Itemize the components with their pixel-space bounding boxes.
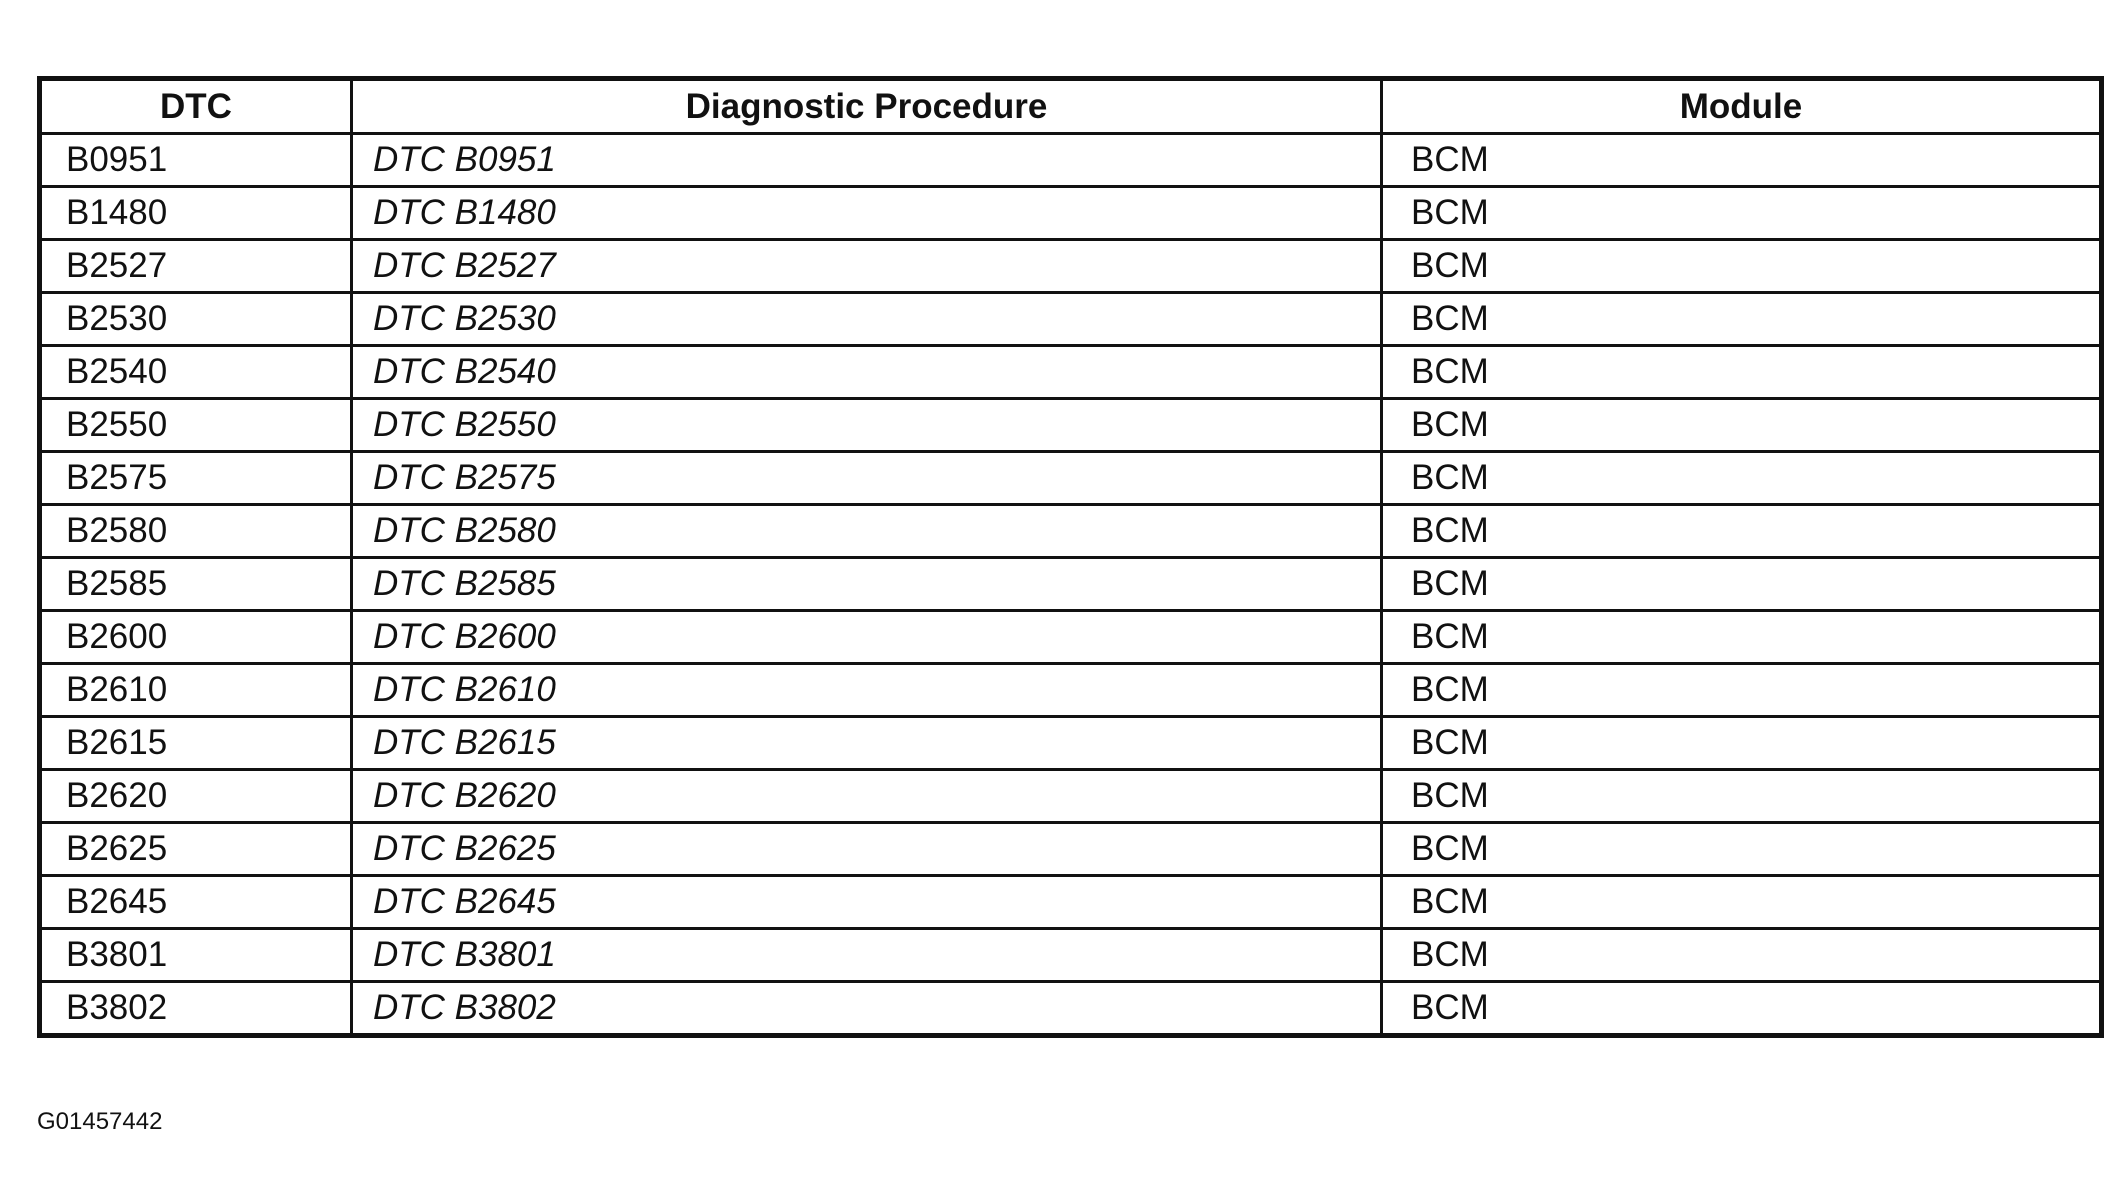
dtc-code-cell: B2530 bbox=[40, 293, 352, 346]
header-diagnostic-procedure: Diagnostic Procedure bbox=[352, 79, 1382, 134]
module-cell: BCM bbox=[1382, 452, 2102, 505]
diagnostic-procedure-cell: DTC B3801 bbox=[352, 929, 1382, 982]
table-row bbox=[40, 929, 2102, 982]
diagnostic-procedure-cell: DTC B2615 bbox=[352, 717, 1382, 770]
dtc-code-cell: B2645 bbox=[40, 876, 352, 929]
dtc-code-cell: B1480 bbox=[40, 187, 352, 240]
diagnostic-procedure-cell: DTC B2550 bbox=[352, 399, 1382, 452]
dtc-code-cell: B3802 bbox=[40, 982, 352, 1036]
diagnostic-procedure-cell: DTC B2530 bbox=[352, 293, 1382, 346]
dtc-code-cell: B2580 bbox=[40, 505, 352, 558]
table-row bbox=[40, 134, 2102, 187]
diagnostic-procedure-cell: DTC B2610 bbox=[352, 664, 1382, 717]
module-cell: BCM bbox=[1382, 187, 2102, 240]
dtc-code-cell: B2615 bbox=[40, 717, 352, 770]
diagnostic-procedure-cell: DTC B2580 bbox=[352, 505, 1382, 558]
module-cell: BCM bbox=[1382, 134, 2102, 187]
diagnostic-procedure-cell: DTC B2585 bbox=[352, 558, 1382, 611]
module-cell: BCM bbox=[1382, 346, 2102, 399]
dtc-code-cell: B3801 bbox=[40, 929, 352, 982]
diagnostic-procedure-cell: DTC B2540 bbox=[352, 346, 1382, 399]
diagnostic-procedure-cell: DTC B2645 bbox=[352, 876, 1382, 929]
dtc-code-cell: B2527 bbox=[40, 240, 352, 293]
table-row bbox=[40, 187, 2102, 240]
module-cell: BCM bbox=[1382, 240, 2102, 293]
table-row bbox=[40, 982, 2102, 1036]
module-cell: BCM bbox=[1382, 505, 2102, 558]
table-row bbox=[40, 558, 2102, 611]
table-header-row bbox=[40, 79, 2102, 134]
dtc-code-cell: B2550 bbox=[40, 399, 352, 452]
table-row bbox=[40, 717, 2102, 770]
table-row bbox=[40, 611, 2102, 664]
module-cell: BCM bbox=[1382, 876, 2102, 929]
module-cell: BCM bbox=[1382, 293, 2102, 346]
dtc-code-cell: B0951 bbox=[40, 134, 352, 187]
table-row bbox=[40, 452, 2102, 505]
diagnostic-procedure-cell: DTC B2620 bbox=[352, 770, 1382, 823]
dtc-table-container bbox=[37, 76, 2099, 1038]
diagnostic-procedure-cell: DTC B0951 bbox=[352, 134, 1382, 187]
diagnostic-procedure-cell: DTC B3802 bbox=[352, 982, 1382, 1036]
dtc-code-cell: B2600 bbox=[40, 611, 352, 664]
table-body bbox=[40, 134, 2102, 1036]
table-row bbox=[40, 823, 2102, 876]
module-cell: BCM bbox=[1382, 929, 2102, 982]
diagnostic-procedure-cell: DTC B2575 bbox=[352, 452, 1382, 505]
dtc-table bbox=[37, 76, 2104, 1038]
dtc-code-cell: B2620 bbox=[40, 770, 352, 823]
dtc-code-cell: B2610 bbox=[40, 664, 352, 717]
header-dtc: DTC bbox=[40, 79, 352, 134]
module-cell: BCM bbox=[1382, 399, 2102, 452]
dtc-code-cell: B2625 bbox=[40, 823, 352, 876]
table-row bbox=[40, 770, 2102, 823]
dtc-code-cell: B2540 bbox=[40, 346, 352, 399]
module-cell: BCM bbox=[1382, 982, 2102, 1036]
module-cell: BCM bbox=[1382, 717, 2102, 770]
diagnostic-procedure-cell: DTC B2625 bbox=[352, 823, 1382, 876]
table-row bbox=[40, 876, 2102, 929]
diagnostic-procedure-cell: DTC B2527 bbox=[352, 240, 1382, 293]
header-module: Module bbox=[1382, 79, 2102, 134]
dtc-code-cell: B2585 bbox=[40, 558, 352, 611]
table-row bbox=[40, 399, 2102, 452]
table-row bbox=[40, 664, 2102, 717]
table-row bbox=[40, 346, 2102, 399]
module-cell: BCM bbox=[1382, 823, 2102, 876]
module-cell: BCM bbox=[1382, 664, 2102, 717]
module-cell: BCM bbox=[1382, 558, 2102, 611]
dtc-code-cell: B2575 bbox=[40, 452, 352, 505]
figure-id: G01457442 bbox=[37, 1108, 163, 1135]
diagnostic-procedure-cell: DTC B2600 bbox=[352, 611, 1382, 664]
diagnostic-procedure-cell: DTC B1480 bbox=[352, 187, 1382, 240]
table-row bbox=[40, 293, 2102, 346]
module-cell: BCM bbox=[1382, 611, 2102, 664]
table-row bbox=[40, 240, 2102, 293]
module-cell: BCM bbox=[1382, 770, 2102, 823]
table-row bbox=[40, 505, 2102, 558]
